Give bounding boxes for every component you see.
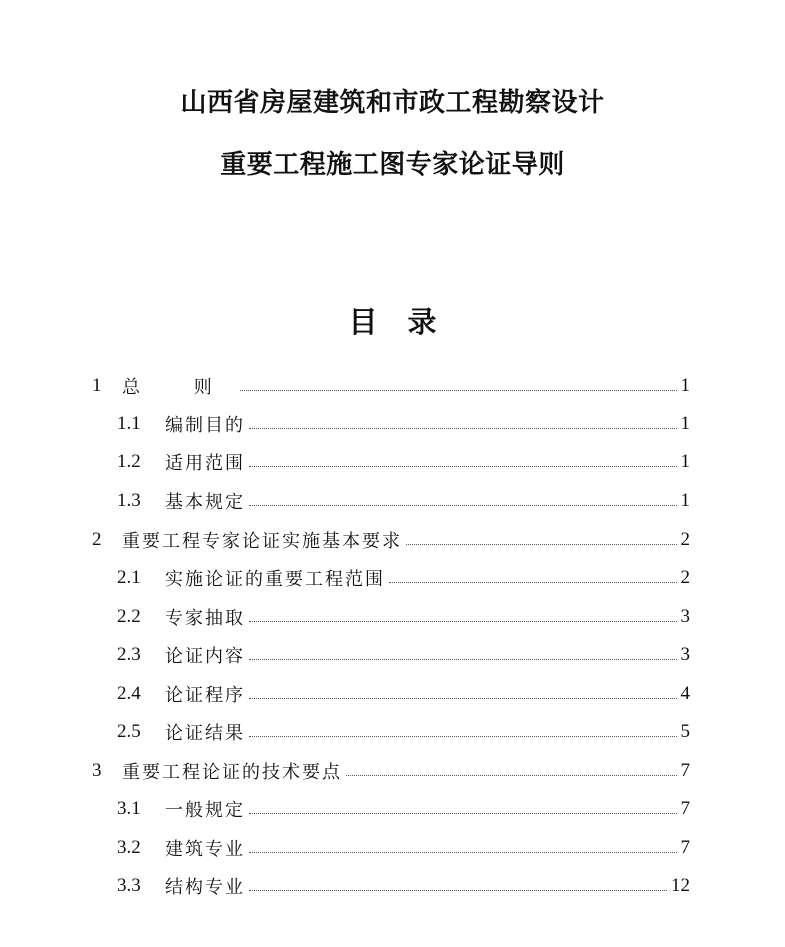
toc-entry-page: 5 <box>680 721 690 742</box>
toc-entry[interactable] <box>117 482 690 520</box>
toc-entry[interactable] <box>117 675 690 713</box>
toc-entry-number: 1.3 <box>117 490 141 511</box>
toc-heading-char-1: 目 <box>348 305 378 339</box>
toc-dot-leader <box>249 620 677 622</box>
toc-entry[interactable] <box>117 598 690 636</box>
toc-entry-page: 2 <box>680 567 690 588</box>
toc-entry-number: 2.4 <box>117 683 141 704</box>
toc-entry[interactable] <box>117 867 690 905</box>
toc-dot-leader <box>240 389 677 391</box>
toc-entry-number: 1.1 <box>117 413 141 434</box>
toc-entry[interactable] <box>92 367 690 405</box>
toc-dot-leader <box>346 774 677 776</box>
toc-entry[interactable] <box>117 713 690 751</box>
toc-dot-leader <box>249 851 677 853</box>
toc-entry-label: 建筑专业 <box>165 839 245 860</box>
toc-entry-number: 3.1 <box>117 798 141 819</box>
toc-entry-number: 2.1 <box>117 567 141 588</box>
toc-entry-label: 专家抽取 <box>165 608 245 629</box>
toc-entry[interactable] <box>117 829 690 867</box>
toc-entry-number: 1 <box>92 375 102 396</box>
toc-entry-page: 3 <box>680 644 690 665</box>
toc-heading <box>0 300 785 341</box>
toc-entry-label: 适用范围 <box>165 453 245 474</box>
toc-entry-number: 2.2 <box>117 606 141 627</box>
toc-entry-number: 2.5 <box>117 721 141 742</box>
toc-entry-page: 7 <box>680 837 690 858</box>
toc-dot-leader <box>249 697 677 699</box>
toc-entry-number: 2.3 <box>117 644 141 665</box>
toc-entry-page: 7 <box>680 760 690 781</box>
toc-entry[interactable] <box>117 559 690 597</box>
toc-entry-page: 1 <box>680 375 690 396</box>
document-title-line-1: 山西省房屋建筑和市政工程勘察设计 <box>180 88 605 118</box>
toc-entry-label: 一般规定 <box>165 800 245 821</box>
toc-entry-label: 重要工程论证的技术要点 <box>122 762 342 783</box>
toc-entry[interactable] <box>117 405 690 443</box>
toc-entry-page: 7 <box>680 798 690 819</box>
toc-entry[interactable] <box>117 790 690 828</box>
toc-dot-leader <box>249 427 677 429</box>
toc-dot-leader <box>249 735 677 737</box>
toc-dot-leader <box>249 812 677 814</box>
toc-entry-label: 论证程序 <box>165 685 245 706</box>
toc-dot-leader <box>406 543 677 545</box>
toc-entry-page: 4 <box>680 683 690 704</box>
toc-entry[interactable] <box>92 521 690 559</box>
toc-dot-leader <box>249 658 677 660</box>
toc-entry-number: 3.2 <box>117 837 141 858</box>
toc-entry-number: 3 <box>92 760 102 781</box>
toc-entry-page: 3 <box>680 606 690 627</box>
toc-heading-char-2: 录 <box>407 305 437 339</box>
toc-entry-label: 编制目的 <box>165 415 245 436</box>
toc-entry[interactable] <box>117 636 690 674</box>
toc-entry[interactable] <box>92 752 690 790</box>
toc-entry-page: 1 <box>680 490 690 511</box>
toc-entry-label: 实施论证的重要工程范围 <box>165 569 385 590</box>
toc-entry-label: 结构专业 <box>165 877 245 898</box>
toc-dot-leader <box>249 504 677 506</box>
toc-entry-label: 论证内容 <box>165 646 245 667</box>
toc-entry-label: 基本规定 <box>165 492 245 513</box>
toc-entry-page: 2 <box>680 529 690 550</box>
toc-entry-label: 论证结果 <box>165 723 245 744</box>
toc-entry[interactable] <box>117 443 690 481</box>
toc-dot-leader <box>249 889 667 891</box>
toc-entry-number: 1.2 <box>117 451 141 472</box>
toc-dot-leader <box>389 581 677 583</box>
toc-entry-label: 重要工程专家论证实施基本要求 <box>122 531 402 552</box>
document-title-line-2: 重要工程施工图专家论证导则 <box>220 150 565 180</box>
toc-entry-label: 总 则 <box>122 377 236 398</box>
toc-entry-page: 1 <box>680 413 690 434</box>
toc-entry-page: 12 <box>671 875 690 896</box>
toc-entry-number: 2 <box>92 529 102 550</box>
toc-entry-page: 1 <box>680 451 690 472</box>
toc-dot-leader <box>249 465 677 467</box>
toc-entry-number: 3.3 <box>117 875 141 896</box>
